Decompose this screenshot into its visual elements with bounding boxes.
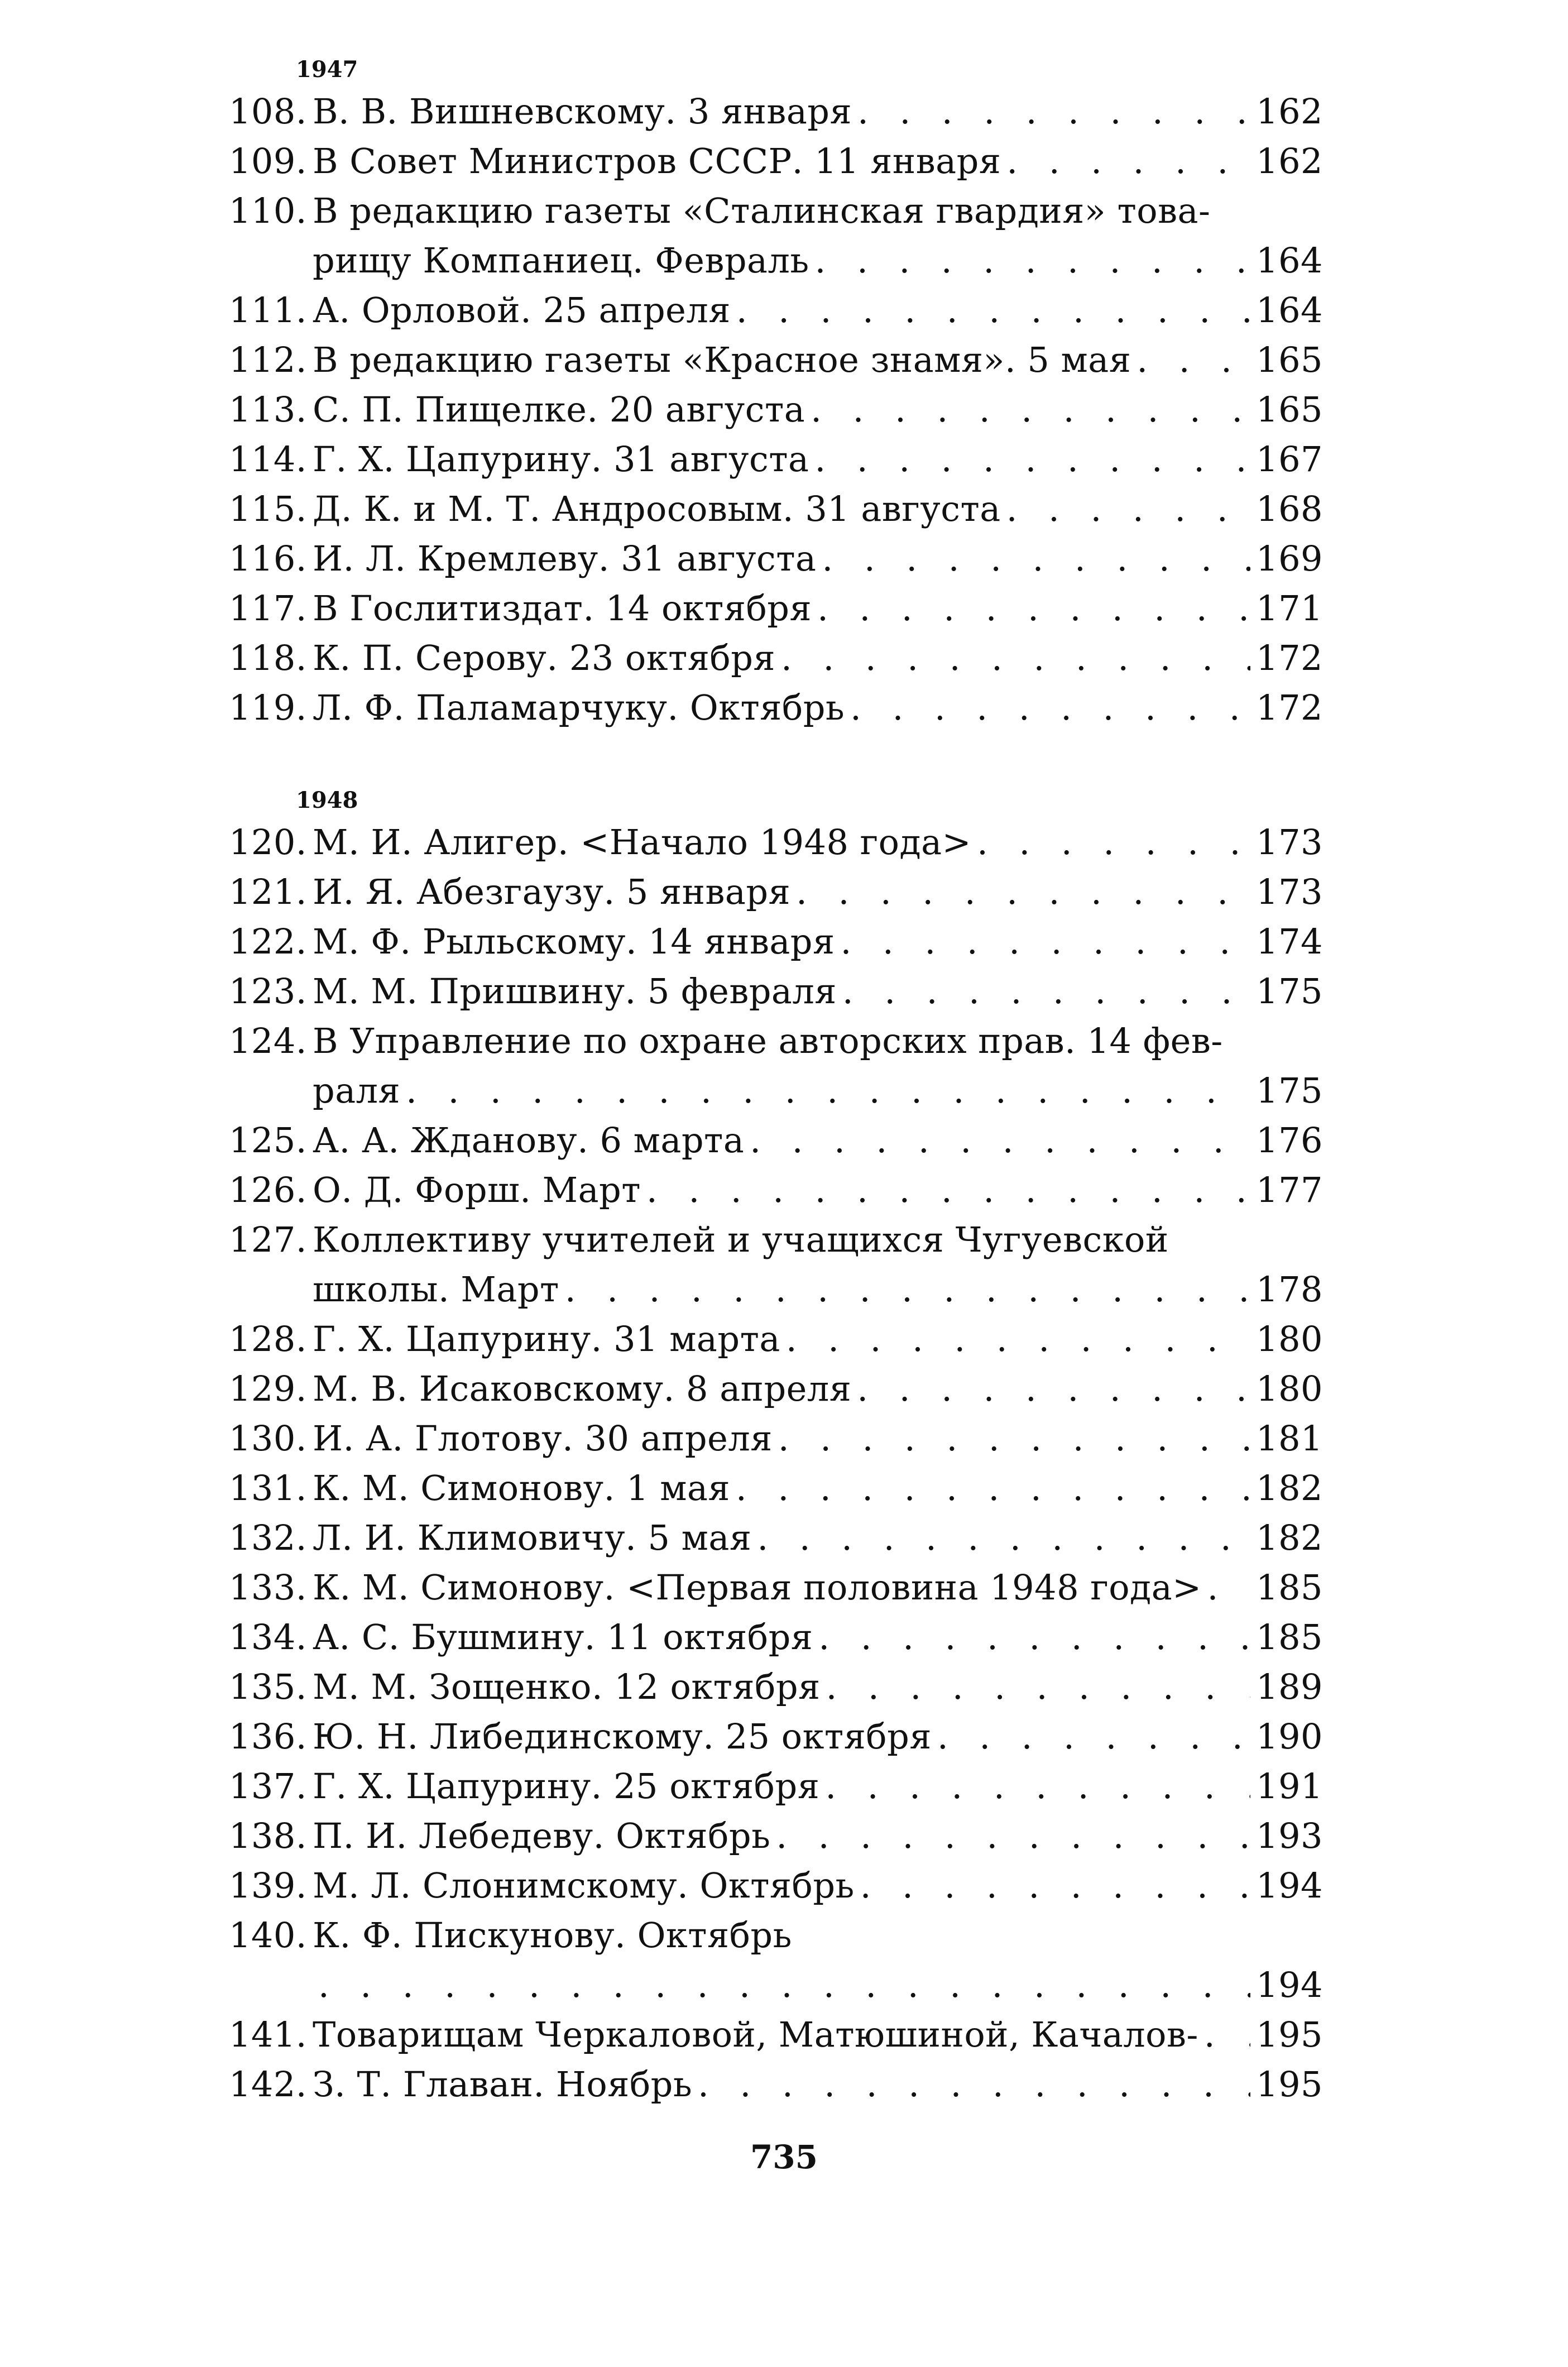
entry-number: 120. — [228, 822, 307, 863]
entry-title-continued: рищу Компаниец. Февраль — [313, 240, 809, 281]
entry-title: М. Л. Слонимскому. Октябрь — [313, 1865, 855, 1906]
dot-leader — [857, 1364, 1250, 1414]
entry-number: 127. — [228, 1219, 307, 1260]
list-item — [212, 1215, 1323, 1314]
entry-title: С. П. Пищелке. 20 августа — [313, 389, 805, 430]
entry-page-number: 164 — [1256, 290, 1323, 330]
list-item — [212, 1364, 1323, 1414]
entry-page-number: 195 — [1256, 2014, 1323, 2055]
entry-page-number: 185 — [1256, 1617, 1323, 1657]
list-item — [212, 1662, 1323, 1712]
entry-page-number: 180 — [1256, 1368, 1323, 1409]
dot-leader — [1006, 136, 1250, 186]
dot-leader — [977, 817, 1250, 867]
entry-number: 116. — [228, 538, 307, 579]
entry-page-number: 174 — [1256, 921, 1323, 962]
entry-page-number: 177 — [1256, 1170, 1323, 1210]
entry-page-number: 180 — [1256, 1319, 1323, 1359]
entry-page-number: 173 — [1256, 871, 1323, 912]
entry-title: В редакцию газеты «Сталинская гвардия» това- — [313, 190, 1211, 231]
entry-title: А. Орловой. 25 апреля — [313, 290, 731, 330]
entry-number: 123. — [228, 971, 307, 1012]
entry-page-number: 171 — [1256, 588, 1323, 629]
entry-number: 133. — [228, 1567, 307, 1608]
entry-page-number: 165 — [1256, 339, 1323, 380]
entry-title: И. Л. Кремлеву. 31 августа — [313, 538, 817, 579]
entry-title: Г. Х. Цапурину. 31 августа — [313, 439, 809, 480]
entry-title: М. Ф. Рыльскому. 14 января — [313, 921, 835, 962]
entry-title: В Управление по охране авторских прав. 14 фев- — [313, 1020, 1223, 1061]
entry-title: П. И. Лебедеву. Октябрь — [313, 1815, 771, 1856]
entry-title-continued: раля — [313, 1070, 401, 1111]
entry-page-number: 185 — [1256, 1567, 1323, 1608]
entry-number: 108. — [228, 91, 307, 132]
entry-page-number: 165 — [1256, 389, 1323, 430]
table-of-contents — [212, 53, 1323, 2109]
list-item — [212, 186, 1323, 285]
dot-leader — [818, 1612, 1250, 1662]
entry-number: 137. — [228, 1766, 307, 1807]
section-year-heading: 1947 — [296, 56, 358, 83]
entry-title: М. М. Зощенко. 12 октября — [313, 1666, 821, 1707]
list-item — [212, 1712, 1323, 1761]
entry-page-number: 189 — [1256, 1666, 1323, 1707]
entry-number: 121. — [228, 871, 307, 912]
entry-number: 130. — [228, 1418, 307, 1459]
entry-number: 125. — [228, 1120, 307, 1161]
entry-number: 135. — [228, 1666, 307, 1707]
entry-page-number: 195 — [1256, 2064, 1323, 2105]
entry-number: 118. — [228, 638, 307, 678]
dot-leader — [786, 1314, 1250, 1364]
entry-number: 114. — [228, 439, 307, 480]
entry-page-number: 172 — [1256, 638, 1323, 678]
entry-title: В. В. Вишневскому. 3 января — [313, 91, 852, 132]
entry-number: 117. — [228, 588, 307, 629]
entry-number: 112. — [228, 339, 307, 380]
list-item — [212, 285, 1323, 335]
entry-title: А. А. Жданову. 6 марта — [313, 1120, 745, 1161]
dot-leader — [822, 534, 1250, 583]
dot-leader — [850, 683, 1250, 732]
entry-page-number: 194 — [1256, 1865, 1323, 1906]
entry-number: 142. — [228, 2064, 307, 2105]
dot-leader — [776, 1811, 1250, 1861]
entry-page-number: 164 — [1256, 240, 1323, 281]
entry-title: Коллективу учителей и учащихся Чугуевской — [313, 1219, 1169, 1260]
dot-leader — [1006, 484, 1250, 534]
dot-leader — [565, 1264, 1250, 1314]
entry-title: К. П. Серову. 23 октября — [313, 638, 776, 678]
list-item — [212, 87, 1323, 136]
entry-page-number: 178 — [1256, 1269, 1323, 1310]
list-item — [212, 2010, 1323, 2059]
entry-title: К. М. Симонову. 1 мая — [313, 1468, 731, 1508]
entry-title: А. С. Бушмину. 11 октября — [313, 1617, 813, 1657]
list-item — [212, 966, 1323, 1016]
list-item — [212, 1861, 1323, 1910]
entry-title: И. А. Глотову. 30 апреля — [313, 1418, 773, 1459]
entry-page-number: 194 — [1256, 1964, 1323, 2005]
dot-leader — [811, 385, 1250, 434]
list-item — [212, 1016, 1323, 1115]
dot-leader — [815, 434, 1250, 484]
section-1947 — [212, 53, 1323, 732]
dot-leader — [1207, 1563, 1250, 1612]
entry-page-number: 191 — [1256, 1766, 1323, 1807]
entry-page-number: 162 — [1256, 91, 1323, 132]
list-item — [212, 817, 1323, 867]
entry-title: В редакцию газеты «Красное знамя». 5 мая — [313, 339, 1131, 380]
entry-title: М. М. Пришвину. 5 февраля — [313, 971, 837, 1012]
section-1948 — [212, 784, 1323, 2109]
dot-leader — [781, 633, 1250, 683]
list-item — [212, 1612, 1323, 1662]
list-item — [212, 683, 1323, 732]
list-item — [212, 1314, 1323, 1364]
dot-leader — [857, 87, 1250, 136]
entry-page-number: 182 — [1256, 1517, 1323, 1558]
section-year-heading: 1948 — [296, 787, 358, 813]
list-item — [212, 1563, 1323, 1612]
entry-page-number: 167 — [1256, 439, 1323, 480]
list-item — [212, 583, 1323, 633]
entry-title: В Гослитиздат. 14 октября — [313, 588, 812, 629]
entry-title-continued: школы. Март — [313, 1269, 559, 1310]
entry-number: 132. — [228, 1517, 307, 1558]
dot-leader — [698, 2059, 1250, 2109]
list-item — [212, 2059, 1323, 2109]
list-item — [212, 1811, 1323, 1861]
list-item — [212, 534, 1323, 583]
dot-leader — [318, 1960, 1250, 2010]
dot-leader — [842, 966, 1250, 1016]
entry-number: 140. — [228, 1915, 307, 1956]
entry-page-number: 182 — [1256, 1468, 1323, 1508]
entry-number: 113. — [228, 389, 307, 430]
dot-leader — [750, 1115, 1250, 1165]
list-item — [212, 1761, 1323, 1811]
entry-number: 119. — [228, 687, 307, 728]
entry-number: 124. — [228, 1020, 307, 1061]
entry-title: М. В. Исаковскому. 8 апреля — [313, 1368, 852, 1409]
dot-leader — [736, 1463, 1250, 1513]
entry-number: 111. — [228, 290, 307, 330]
dot-leader — [778, 1414, 1250, 1463]
entry-page-number: 168 — [1256, 488, 1323, 529]
list-item — [212, 1165, 1323, 1215]
dot-leader — [1204, 2010, 1250, 2059]
entry-title: Товарищам Черкаловой, Матюшиной, Качалов- — [313, 2014, 1198, 2055]
list-item — [212, 867, 1323, 917]
entry-title: Г. Х. Цапурину. 25 октября — [313, 1766, 820, 1807]
dot-leader — [825, 1761, 1250, 1811]
entry-number: 138. — [228, 1815, 307, 1856]
entry-page-number: 175 — [1256, 1070, 1323, 1111]
entry-title: З. Т. Главан. Ноябрь — [313, 2064, 693, 2105]
entry-number: 110. — [228, 190, 307, 231]
entry-title: М. И. Алигер. <Начало 1948 года> — [313, 822, 972, 863]
dot-leader — [736, 285, 1250, 335]
list-item — [212, 1513, 1323, 1563]
dot-leader — [646, 1165, 1250, 1215]
entry-number: 131. — [228, 1468, 307, 1508]
entry-page-number: 162 — [1256, 141, 1323, 181]
entry-title: Г. Х. Цапурину. 31 марта — [313, 1319, 780, 1359]
dot-leader — [826, 1662, 1250, 1712]
list-item — [212, 1414, 1323, 1463]
dot-leader — [817, 583, 1250, 633]
entry-number: 126. — [228, 1170, 307, 1210]
dot-leader — [815, 236, 1250, 285]
entry-page-number: 173 — [1256, 822, 1323, 863]
entry-page-number: 176 — [1256, 1120, 1323, 1161]
dot-leader — [860, 1861, 1250, 1910]
list-item — [212, 1463, 1323, 1513]
entry-page-number: 181 — [1256, 1418, 1323, 1459]
entry-number: 129. — [228, 1368, 307, 1409]
entry-number: 115. — [228, 488, 307, 529]
dot-leader — [841, 917, 1250, 966]
entry-title: О. Д. Форш. Март — [313, 1170, 641, 1210]
list-item — [212, 633, 1323, 683]
dot-leader — [796, 867, 1250, 917]
dot-leader — [757, 1513, 1250, 1563]
entry-page-number: 169 — [1256, 538, 1323, 579]
entry-number: 128. — [228, 1319, 307, 1359]
entry-number: 109. — [228, 141, 307, 181]
list-item — [212, 385, 1323, 434]
list-item — [212, 434, 1323, 484]
list-item — [212, 1910, 1323, 2010]
entry-title: Л. Ф. Паламарчуку. Октябрь — [313, 687, 845, 728]
entry-title: К. М. Симонову. <Первая половина 1948 года> — [313, 1567, 1202, 1608]
dot-leader — [406, 1066, 1250, 1115]
entry-number: 122. — [228, 921, 307, 962]
entry-number: 134. — [228, 1617, 307, 1657]
entry-page-number: 190 — [1256, 1716, 1323, 1757]
list-item — [212, 136, 1323, 186]
entry-number: 136. — [228, 1716, 307, 1757]
page-number: 735 — [750, 2138, 818, 2176]
entry-number: 141. — [228, 2014, 307, 2055]
entry-title: Д. К. и М. Т. Андросовым. 31 августа — [313, 488, 1001, 529]
entry-title: И. Я. Абезгаузу. 5 января — [313, 871, 791, 912]
dot-leader — [1137, 335, 1250, 385]
dot-leader — [937, 1712, 1250, 1761]
entry-number: 139. — [228, 1865, 307, 1906]
entry-title: Л. И. Климовичу. 5 мая — [313, 1517, 752, 1558]
entry-title: К. Ф. Пискунову. Октябрь — [313, 1915, 792, 1956]
entry-page-number: 175 — [1256, 971, 1323, 1012]
entry-page-number: 172 — [1256, 687, 1323, 728]
entry-title: В Совет Министров СССР. 11 января — [313, 141, 1001, 181]
list-item — [212, 917, 1323, 966]
entry-page-number: 193 — [1256, 1815, 1323, 1856]
list-item — [212, 484, 1323, 534]
list-item — [212, 335, 1323, 385]
entry-title: Ю. Н. Либединскому. 25 октября — [313, 1716, 932, 1757]
list-item — [212, 1115, 1323, 1165]
